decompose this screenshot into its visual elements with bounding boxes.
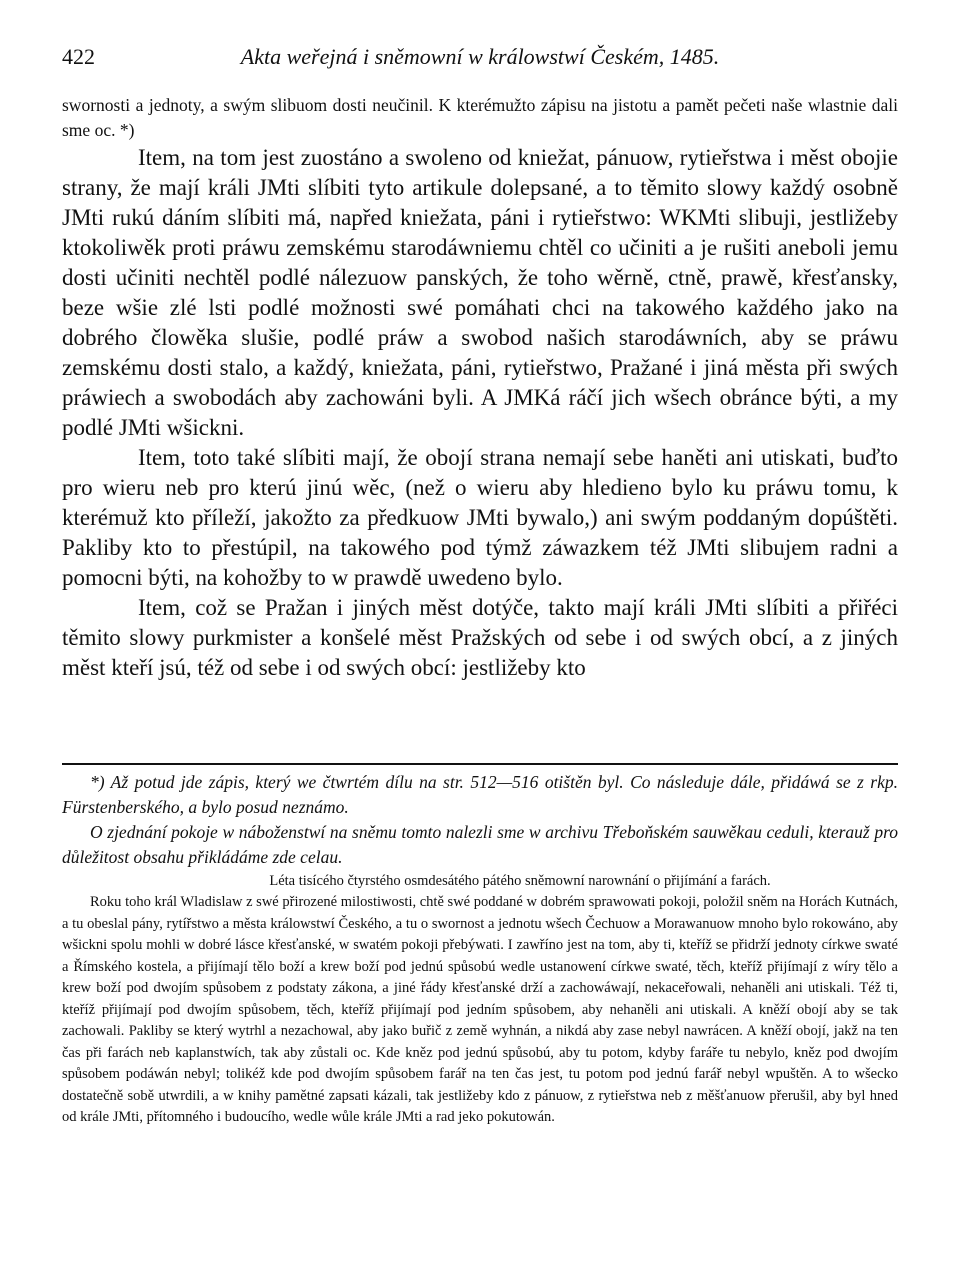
page-header <box>62 44 898 74</box>
paragraph-item-oath: Item, na tom jest zuostáno a swoleno od kniežat, pánuow, rytieřstwa i měst obojie strany, že mají králi JMti slíbiti tyto artikule dolepsané, a to těmito slowy každý osobně JMti rukú dáním slíbiti má, napřed kniežata, páni i rytieřstwo: WKMti slibuji, jestližeby ktokoliwěk proti práwu zemskému starodáwniemu chtěl co učiniti a je rušiti aneboli jemu dosti učiniti nechtěl podlé nálezuow panských, že toho wěrně, ctně, prawě, křesťansky, beze wšie zlé lsti podlé možnosti swé pomáhati chci na takowého každého jako na dobrého člowěka slušie, podlé práw a swobod našich starodáwních, aby se práwu zemskému dosti stalo, a každý, kniežata, páni, rytieřstwo, Pražané i jiná města při swých práwiech a swobodách aby zachowáni byli. A JMKá ráčí jich wšech obránce býti, a my podlé JMti wšickni. <box>62 145 898 440</box>
running-title: Akta weřejná i sněmowní w králowstwí Českém, 1485. <box>240 44 720 69</box>
body-text <box>62 93 898 683</box>
footnotes <box>62 770 898 1129</box>
paragraph-item-mutual: Item, toto také slíbiti mají, že obojí strana nemají sebe haněti ani utiskati, buďto pro wieru neb pro kterú jinú wěc, (než o wieru aby hledieno bylo ku práwu tomu, k kterémuž kto přílеží, jakožto za předkuow JMti bywalo,) ani swým poddaným dopúštěti. Pakliby kto to přestúpil, na takowého pod týmž záwazkem též JMti slibujem radni a pomocni býti, na kohožby to w prawdě uwedeno bylo. <box>62 445 898 590</box>
footnote-2: O zjednání pokoje w náboženstwí na sněmu tomto nalezli sme w archivu Třeboňském sauwěkau ceduli, kterauž pro důležitost obsahu přikládáme zde celau. <box>62 822 898 867</box>
footnote-document-text: Roku toho král Wladislaw z swé přirozené milostiwosti, chtě swé poddané w dobrém sprawowati pokoji, položil sněm na Horách Kutnách, a tu obeslal pány, rytířstwo a města králowstwí Českého, a tu o swornost a jednotu wšech Čechuow a Morawanuow mnoho bylo rokowáno, aby wšickni spolu mohli w dobré lásce křesťanské, w swatém pokoji přebýwati. I zawříno jest na tom, aby ti, kteříž se přidrží jednoty církwe swaté a Římského kostela, a přijímají tělo boží a krew boží pod jednú spůsobú wedle ustanowení církwe swaté, těch, kteříž přijímají z wíry tělo a krew boží pod dwojím spůsobem z podstaty zákona, a jiné řády křesťanské drží a zachowáwají, nekaceřowali, nehaněli ani utiskali. Též ti, kteříž přijímají pod dwojím spůsobem, těch, kteříž přijímají pod jedním spůsobem, aby nehaněli ani utiskali. A kněží obojí aby se tak zachowali. Pakliby se který wytrhl a nezachowal, aby jako buřič z země wyhnán, a nikdá aby zase nebyl nawrácen. A kněží obojí, jakž na ten čas při farách neb kaplanstwích, tak aby zůstali oc. Kde kněz pod jednú spůsobú, aby tu potom, kdyby faráře tu nebylo, kněz pod dwojím spůsobem podáwán nebyl; tolikéž kde pod dwojím spůsobem farář na ten čas jest, tu potom pod jednú farář nebyl wpuštěn. A to wšecko dostatečně sobě utwrdili, a w knihy pamětné zapsati kázali, tak jestližeby kdo z pánuow, z rytieřstwa neb z měšťanuow přerušil, aby byl hned od krále JMti, přítomného i budoucího, wedle wůle krále JMti a rad jeko pokutowán. <box>62 894 898 1125</box>
paragraph-item-prague: Item, což se Pražan i jiných měst dotýče, takto mají králi JMti slíbiti a přiřéci těmito slowy purkmister a konšelé měst Pražských od sebe i od swých obcí, a z jiných měst kteří jsú, též od sebe i od swých obcí: jestližeby kto <box>62 595 898 680</box>
paragraph-continuation: swornosti a jednoty, a swým slibuom dosti neučinil. K kterémužto zápisu na jistotu a pamět pečeti naše wlastnie dali sme oc. *) <box>62 95 898 140</box>
page-number: 422 <box>62 44 95 69</box>
footnote-document-heading: Léta tisícého čtyrstého osmdesátého pátého sněmowní narownání o přijímání a farách. <box>269 873 771 889</box>
footnote-1: *) Až potud jde zápis, který we čtwrtém dílu na str. 512—516 otištěn byl. Co následuje dále, přidáwá se z rkp. Fürstenberského, a bylo posud neznámo. <box>62 772 898 817</box>
footnote-divider <box>62 763 898 765</box>
